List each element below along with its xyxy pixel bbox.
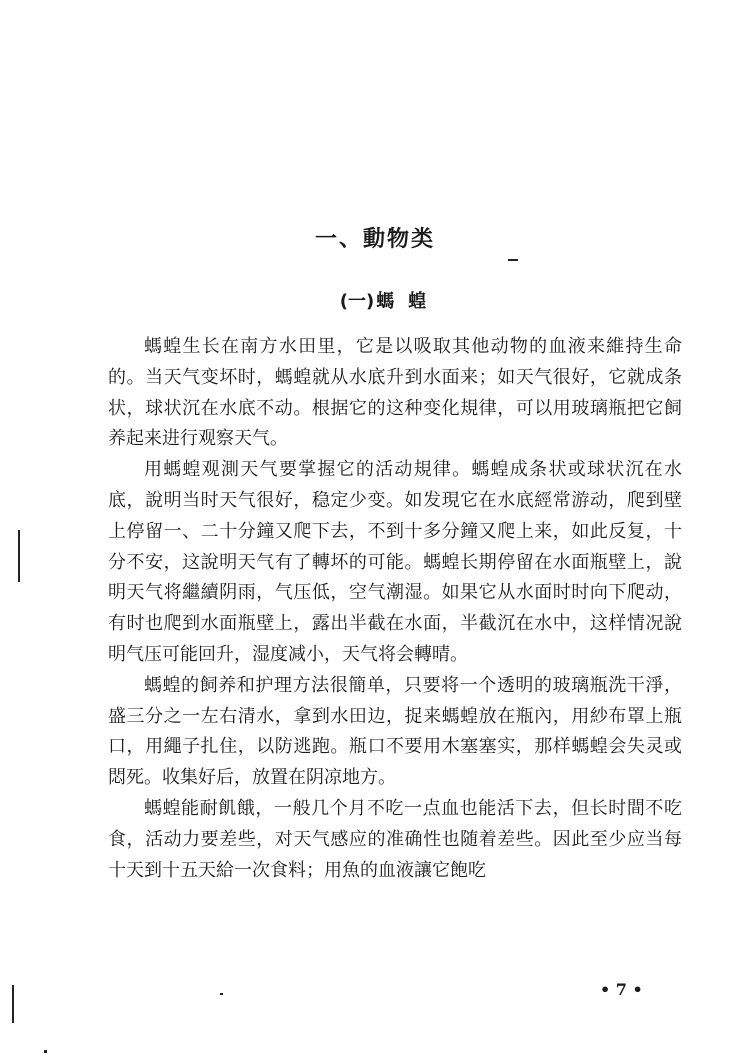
scan-artifact [12,985,14,1023]
section-title [0,287,750,313]
paragraph: 螞蝗能耐飢餓，一般几个月不吃一点血也能活下去，但长时間不吃食，活动力要差些，对天气感应的准确性也随着差些。因此至少应当每十天到十五天給一次食料；用魚的血液讓它飽吃 [108,797,682,881]
paragraph: 螞蝗生长在南方水田里，它是以吸取其他动物的血液来維持生命的。当天气变坏时，螞蝗就从水底升到水面来；如天气很好，它就成条状，球状沉在水底不动。根据它的这种变化規律，可以用玻璃瓶把它飼养起来进行观察天气。 [108,336,682,450]
scan-artifact [220,993,223,995]
scan-artifact [508,259,518,261]
chapter-title: 一、動物类 [314,227,435,252]
paragraph: 用螞蝗观測天气要掌握它的活动規律。螞蝗成条状或球状沉在水底，說明当时天气很好，稳定少变。如发現它在水底經常游动，爬到壁上停留一、二十分鐘又爬下去，不到十多分鐘又爬上来，如此反复，十分不安，这說明天气有了轉坏的可能。螞蝗长期停留在水面瓶壁上，說明天气将繼續阴雨，气压低，空气潮湿。如果它从水面时时向下爬动，有时也爬到水面瓶壁上，露出半截在水面，半截沉在水中，这样情况說明气压可能回升，湿度减小，天气将会轉晴。 [108,459,682,665]
scan-artifact [44,1050,47,1053]
section-prefix: (一) [339,291,375,312]
scan-artifact [18,530,20,582]
paragraph: 螞蝗的飼养和护理方法很簡单，只要将一个透明的玻璃瓶洗干淨，盛三分之一左右清水，拿到水田边，捉来螞蝗放在瓶內，用紗布罩上瓶口，用繩子扎住，以防逃跑。瓶口不要用木塞塞实，那样螞蝗会失灵或悶死。收集好后，放置在阴凉地方。 [108,674,682,789]
page-number: • 7 • [600,980,643,999]
body-text [108,332,682,886]
section-name: 螞蝗 [376,291,441,312]
